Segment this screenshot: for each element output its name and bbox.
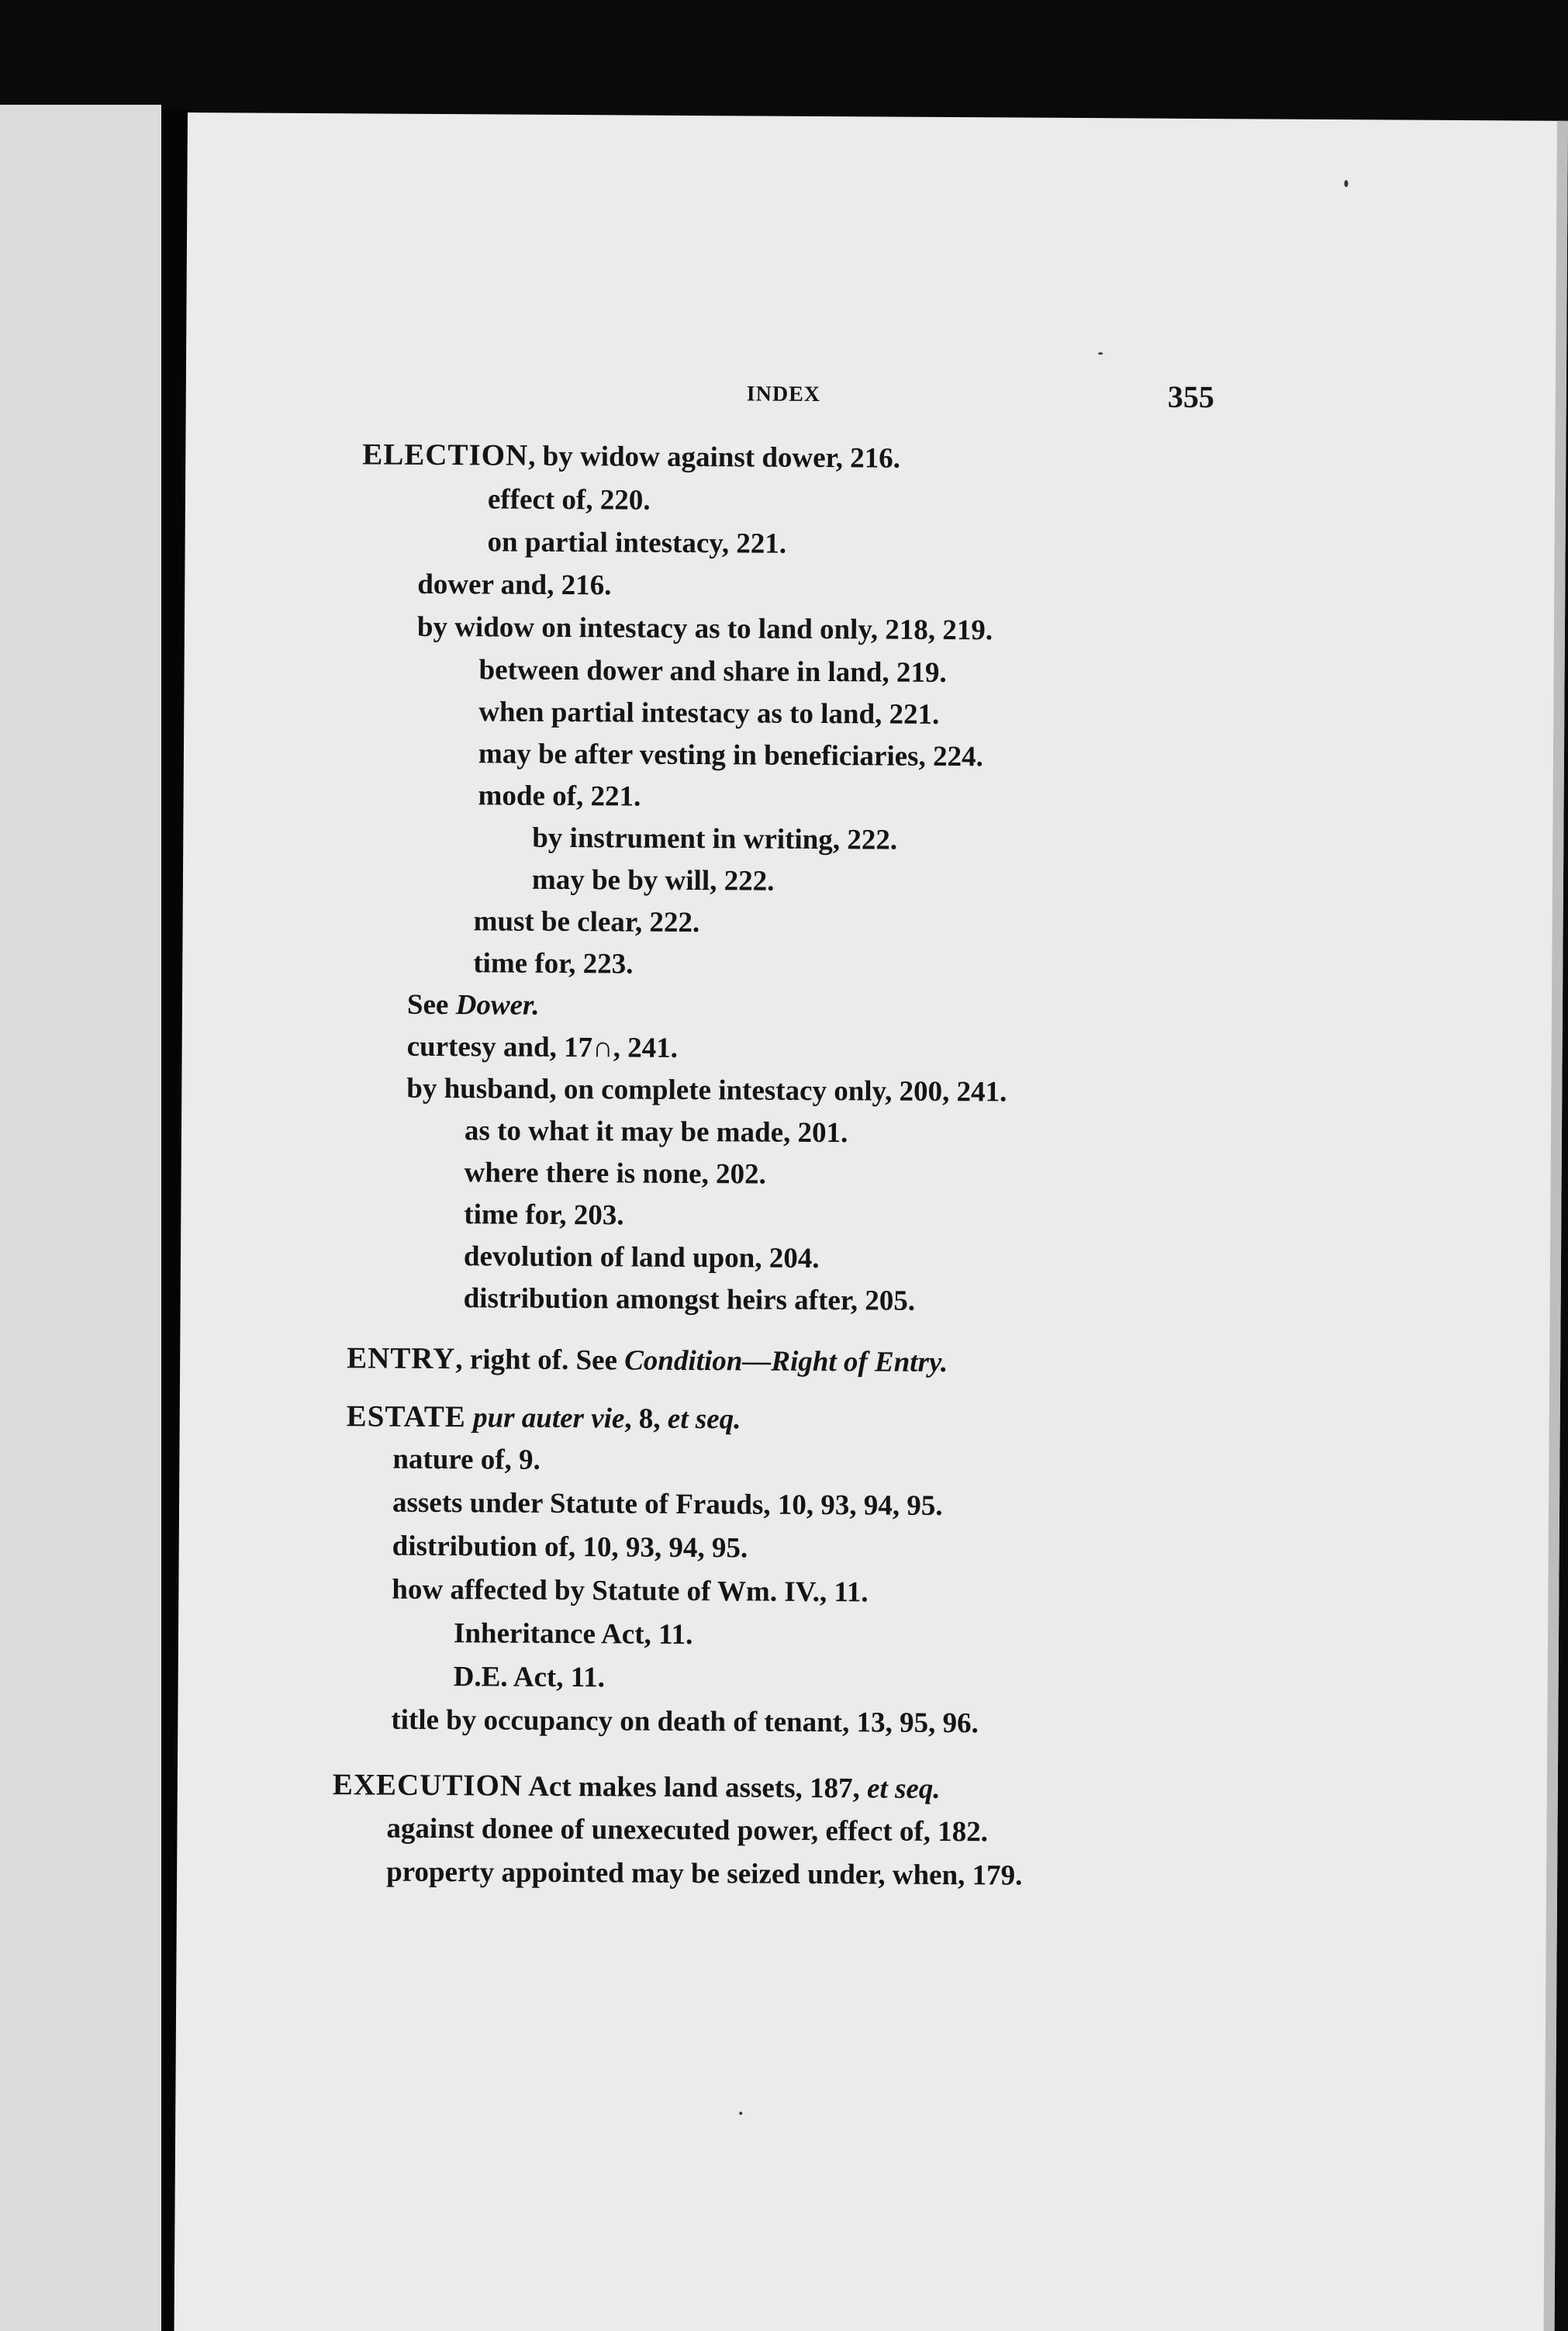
index-subentry: where there is none, 202. (464, 1157, 766, 1191)
index-subentry: by husband, on complete intestacy only, 200, 241. (406, 1072, 1007, 1108)
index-subentry: assets under Statute of Frauds, 10, 93, 94, 95. (392, 1486, 943, 1522)
index-heading-estate (347, 1401, 741, 1434)
dust-speck (1344, 180, 1348, 187)
index-subentry: on partial intestacy, 221. (487, 526, 787, 560)
index-subentry: nature of, 9. (392, 1443, 541, 1476)
heading-word: ESTATE (346, 1399, 466, 1434)
index-subentry: property appointed may be seized under, when, 179. (386, 1855, 1023, 1892)
cross-reference-term: Dower. (455, 989, 540, 1022)
entry-text: Act makes land assets, 187, (522, 1770, 868, 1805)
index-subentry: between dower and share in land, 219. (478, 654, 947, 689)
index-cross-reference (406, 988, 540, 1022)
entry-text: , 8, (624, 1402, 668, 1435)
heading-word: ELECTION (362, 437, 529, 472)
latin-phrase: pur auter vie (465, 1402, 625, 1435)
index-subentry: against donee of unexecuted power, effect of, 182. (386, 1812, 989, 1849)
index-subentry: dower and, 216. (417, 568, 612, 602)
index-subentry: time for, 203. (464, 1198, 624, 1232)
page-edge (1543, 121, 1567, 2331)
index-subentry: title by occupancy on death of tenant, 13, 95, 96. (391, 1703, 979, 1740)
dust-speck (739, 2111, 742, 2115)
index-subentry: devolution of land upon, 204. (463, 1240, 820, 1275)
index-subentry: Inheritance Act, 11. (453, 1617, 693, 1651)
index-subentry: by instrument in writing, 222. (532, 821, 898, 856)
index-subentry: curtesy and, 17∩, 241. (406, 1030, 679, 1064)
index-subentry: by widow on intestacy as to land only, 218, 219. (416, 610, 993, 647)
heading-word: ENTRY (347, 1341, 456, 1376)
index-subentry: how affected by Statute of Wm. IV., 11. (392, 1573, 869, 1609)
cross-reference-term: Condition—Right of Entry. (624, 1344, 948, 1379)
index-heading-entry (347, 1343, 948, 1377)
index-subentry: may be by will, 222. (531, 863, 775, 897)
latin-phrase: et seq. (667, 1402, 741, 1436)
index-subentry: distribution amongst heirs after, 205. (463, 1282, 916, 1317)
index-subentry: must be clear, 222. (473, 905, 700, 939)
index-subentry: mode of, 221. (478, 780, 641, 813)
index-subentry: time for, 223. (473, 947, 634, 980)
dust-speck (1098, 352, 1103, 354)
index-heading-execution (333, 1769, 941, 1804)
index-heading-election (362, 437, 901, 475)
index-subentry: when partial intestacy as to land, 221. (478, 696, 940, 731)
index-subentry: D.E. Act, 11. (453, 1661, 606, 1694)
entry-text: See (406, 988, 456, 1022)
entry-text: , right of. See (455, 1344, 625, 1377)
index-subentry: effect of, 220. (487, 483, 651, 517)
latin-phrase: et seq. (866, 1772, 941, 1805)
running-head: INDEX (746, 382, 821, 406)
heading-word: EXECUTION (332, 1768, 523, 1803)
index-page (174, 112, 1568, 2331)
facing-page-edge (0, 105, 161, 2331)
index-subentry: distribution of, 10, 93, 94, 95. (392, 1530, 748, 1565)
index-subentry: as to what it may be made, 201. (464, 1115, 848, 1150)
entry-text: , by widow against dower, 216. (528, 440, 901, 475)
page-number: 355 (1167, 379, 1214, 415)
index-subentry: may be after vesting in beneficiaries, 224. (478, 738, 983, 773)
